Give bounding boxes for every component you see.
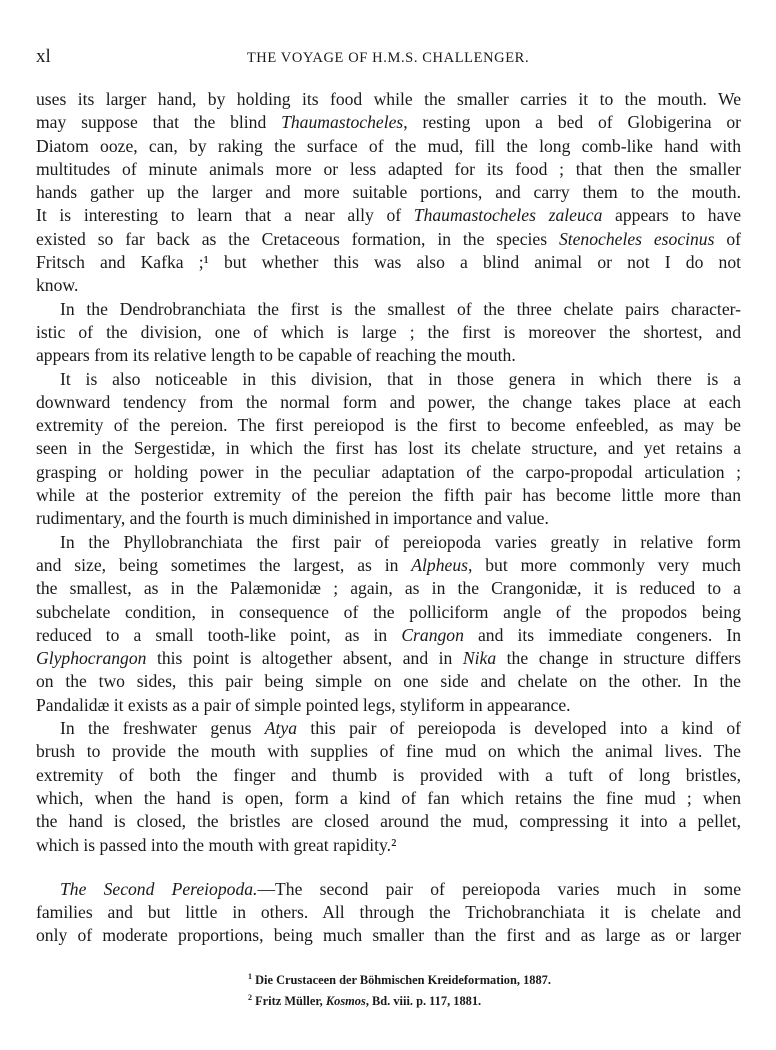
italic-text: Thaumastocheles [281, 112, 404, 133]
text-segment: subchelate condition, in consequence of the polliciform angle of the propodos being [36, 601, 741, 622]
text-segment: which, when the hand is open, form a kind of fan which retains the fine mud ; when [36, 787, 741, 808]
text-segment: Fritsch and Kafka ;¹ but whether this was also a blind animal or not I do not [36, 252, 741, 273]
text-line [36, 251, 741, 274]
italic-text: Atya [264, 718, 297, 739]
text-line [36, 531, 741, 554]
italic-text: Kosmos [325, 994, 366, 1009]
paragraph [36, 88, 741, 298]
text-segment: the change in structure differs [496, 648, 741, 669]
text-line [36, 740, 741, 763]
running-title: THE VOYAGE OF H.M.S. CHALLENGER. [246, 50, 530, 66]
text-line [36, 624, 741, 647]
italic-text: Alpheus [411, 554, 468, 575]
text-line [36, 577, 741, 600]
text-segment: existed so far back as the Cretaceous formation, in the species [36, 228, 559, 249]
paragraph [36, 368, 741, 531]
text-segment: In the Dendrobranchiata the first is the smallest of the three chelate pairs character- [60, 298, 741, 319]
footnote-mark: 1 [248, 972, 252, 981]
text-segment: this pair of pereiopoda is developed into a kind of [297, 718, 742, 739]
footnotes [248, 968, 551, 1010]
text-segment: uses its larger hand, by holding its food while the smaller carries it to the mouth. We [36, 89, 741, 109]
text-segment: and its immediate congeners. In [463, 624, 741, 645]
text-segment: —The second pair of pereiopoda varies much in some [257, 878, 742, 899]
text-segment: may suppose that the blind [36, 112, 282, 133]
italic-text: Crangon [401, 624, 464, 645]
text-segment: only of moderate proportions, being much smaller than the first and as large as or larger [36, 925, 741, 946]
text-segment: extremity of both the finger and thumb is provided with a tuft of long bristles, [36, 764, 741, 785]
text-segment: istic of the division, one of which is large ; the first is moreover the shortest, and [36, 321, 741, 342]
text-segment: , resting upon a bed of Globigerina or [403, 112, 741, 133]
text-line [36, 368, 741, 391]
text-line [36, 158, 741, 181]
text-segment: multitudes of minute animals more or less adapted for its food ; that then the smaller [36, 158, 741, 179]
text-segment: of [714, 228, 741, 249]
text-line [36, 647, 741, 670]
text-segment: Fritz Müller, [255, 994, 326, 1009]
italic-text: Nika [462, 648, 497, 669]
text-line [36, 507, 741, 530]
text-segment: appears from its relative length to be capable of reaching the mouth. [36, 345, 516, 366]
paragraph [36, 878, 741, 948]
text-line [36, 391, 741, 414]
text-segment: , Bd. viii. p. 117, 1881. [365, 994, 482, 1009]
italic-text: Thaumastocheles zaleuca [413, 205, 603, 226]
footnote [248, 989, 551, 1010]
text-line [36, 228, 741, 251]
text-line [36, 834, 741, 857]
text-line [36, 414, 741, 437]
text-segment: families and but little in others. All through the Trichobranchiata it is chelate and [36, 902, 741, 923]
italic-text: Glyphocrangon [36, 648, 147, 669]
text-line [36, 181, 741, 204]
paragraph [36, 531, 741, 717]
text-line [36, 810, 741, 833]
text-line [36, 787, 741, 810]
text-line [36, 321, 741, 344]
text-segment: brush to provide the mouth with supplies of fine mud on which the animal lives. The [36, 741, 741, 762]
text-segment: grasping or holding power in the peculiar adaptation of the carpo-propodal articulation ; [36, 461, 741, 482]
text-line [36, 694, 741, 717]
text-segment: on the two sides, this pair being simple on one side and chelate on the other. In the [36, 671, 741, 692]
text-segment: It is interesting to learn that a near ally of [36, 205, 414, 226]
footnote [248, 968, 551, 989]
text-line [36, 901, 741, 924]
text-line [36, 204, 741, 227]
italic-text: Stenocheles esocinus [558, 228, 715, 249]
text-line [36, 878, 741, 901]
text-segment: In the freshwater genus [60, 718, 265, 739]
text-segment: Pandalidæ it exists as a pair of simple pointed legs, styliform in appearance. [36, 694, 571, 715]
text-segment: downward tendency from the normal form and power, the change takes place at each [36, 391, 741, 412]
text-segment: rudimentary, and the fourth is much diminished in importance and value. [36, 508, 549, 529]
text-line [36, 764, 741, 787]
paragraph [36, 298, 741, 368]
paragraph [36, 717, 741, 857]
text-line [36, 111, 741, 134]
text-segment: In the Phyllobranchiata the first pair of pereiopoda varies greatly in relative form [60, 531, 741, 552]
text-segment: Diatom ooze, can, by raking the surface of the mud, fill the long comb-like hand with [36, 135, 741, 156]
text-segment: appears to have [602, 205, 742, 226]
text-line [36, 717, 741, 740]
text-segment: this point is altogether absent, and in [146, 648, 463, 669]
page-number: xl [36, 46, 51, 67]
text-line [36, 437, 741, 460]
text-segment: extremity of the pereion. The first pereiopod is the first to become enfeebled, as may be [36, 415, 741, 436]
text-segment: hands gather up the larger and more suitable portions, and carry them to the mouth. [36, 182, 741, 203]
text-segment: seen in the Sergestidæ, in which the first has lost its chelate structure, and yet retains a [36, 438, 741, 459]
text-segment: and size, being sometimes the largest, as in [36, 554, 412, 575]
text-segment: the smallest, as in the Palæmonidæ ; again, as in the Crangonidæ, it is reduced to a [36, 578, 741, 599]
text-segment: Die Crustaceen der Böhmischen Kreideformation, 1887. [255, 973, 551, 988]
text-line [36, 924, 741, 947]
text-line [36, 554, 741, 577]
text-segment: which is passed into the mouth with great rapidity.² [36, 834, 397, 855]
text-segment: while at the posterior extremity of the pereion the fifth pair has become little more than [36, 485, 741, 506]
text-line [36, 484, 741, 507]
text-line [36, 274, 741, 297]
text-segment: It is also noticeable in this division, that in those genera in which there is a [60, 368, 741, 389]
text-segment: , but more commonly very much [467, 554, 741, 575]
text-line [36, 601, 741, 624]
text-line [36, 670, 741, 693]
text-line [36, 135, 741, 158]
italic-text: The Second Pereiopoda. [60, 878, 258, 899]
text-line [36, 344, 741, 367]
text-segment: reduced to a small tooth-like point, as in [36, 624, 402, 645]
text-line [36, 88, 741, 111]
footnote-mark: 2 [248, 993, 252, 1003]
text-line [36, 461, 741, 484]
text-segment: the hand is closed, the bristles are closed around the mud, compressing it into a pellet, [36, 811, 741, 832]
text-line [36, 298, 741, 321]
text-segment: know. [36, 275, 79, 296]
body-text [36, 88, 741, 948]
